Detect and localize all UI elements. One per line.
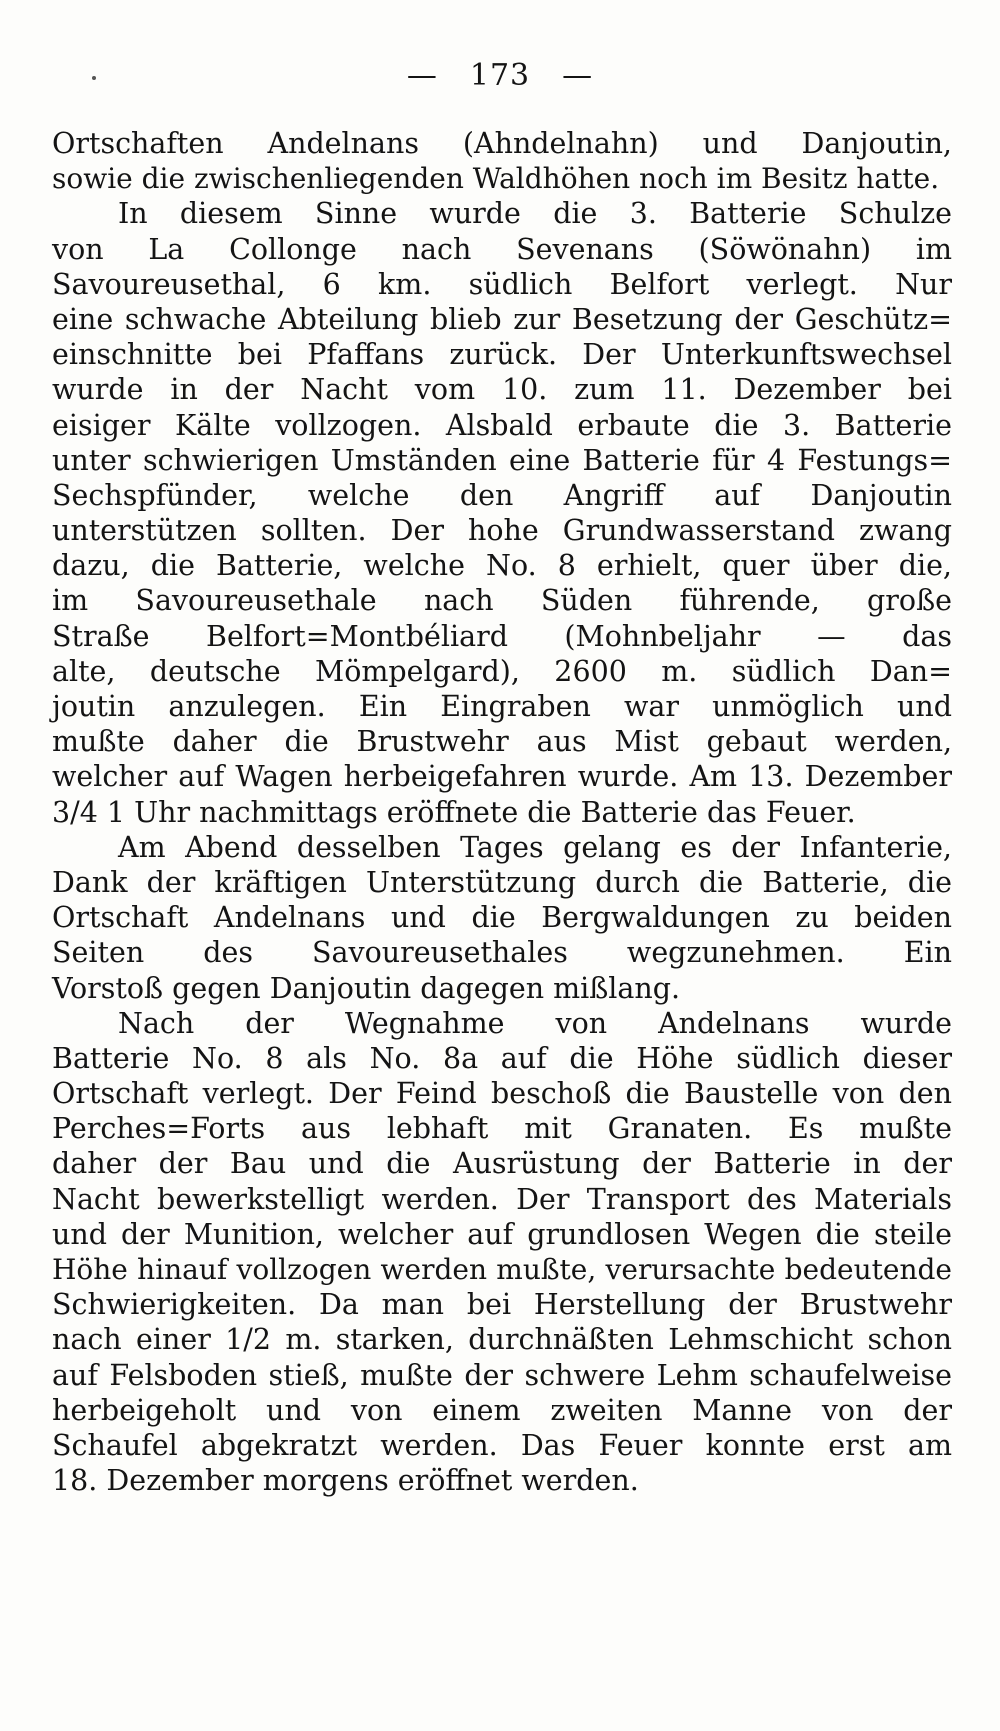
text-line: Sechspfünder, welche den Angriff auf Danjoutin <box>52 478 952 512</box>
text-line: Ortschaft verlegt. Der Feind beschoß die Baustelle von den <box>52 1077 952 1111</box>
text-line: eisiger Kälte vollzogen. Alsbald erbaute die 3. Batterie <box>52 408 952 442</box>
text-line: Vorstoß gegen Danjoutin dagegen mißlang. <box>52 971 681 1005</box>
text-line: wurde in der Nacht vom 10. zum 11. Dezember bei <box>52 373 952 407</box>
text-line: Schaufel abgekratzt werden. Das Feuer konnte erst am <box>52 1428 952 1462</box>
text-line: Straße Belfort=Montbéliard (Mohnbeljahr — das <box>52 619 952 653</box>
text-line: Am Abend desselben Tages gelang es der Infanterie, <box>118 830 952 864</box>
text-line: Nach der Wegnahme von Andelnans wurde <box>118 1006 952 1040</box>
text-line: Perches=Forts aus lebhaft mit Granaten. Es mußte <box>52 1112 952 1146</box>
text-line: dazu, die Batterie, welche No. 8 erhielt, quer über die, <box>52 549 952 583</box>
text-line: Ortschaften Andelnans (Ahndelnahn) und Danjoutin, <box>52 127 952 160</box>
text-line: unter schwierigen Umständen eine Batterie für 4 Festungs= <box>52 443 952 477</box>
text-line: Ortschaft Andelnans und die Bergwaldungen zu beiden <box>52 901 952 935</box>
text-line: auf Felsboden stieß, mußte der schwere Lehm schaufelweise <box>52 1358 952 1392</box>
text-line: herbeigeholt und von einem zweiten Manne von der <box>52 1393 952 1427</box>
text-line: Seiten des Savoureusethales wegzunehmen. Ein <box>52 936 952 970</box>
text-line: einschnitte bei Pfaffans zurück. Der Unterkunftswechsel <box>52 338 952 372</box>
text-line: Batterie No. 8 als No. 8a auf die Höhe südlich dieser <box>52 1041 952 1075</box>
text-line: eine schwache Abteilung blieb zur Besetzung der Geschütz= <box>52 302 952 336</box>
text-line: 3/4 1 Uhr nachmittags eröffnete die Batterie das Feuer. <box>52 795 856 829</box>
text-line: im Savoureusethale nach Süden führende, große <box>52 584 952 618</box>
text-line: welcher auf Wagen herbeigefahren wurde. Am 13. Dezember <box>52 760 952 794</box>
text-line: 18. Dezember morgens eröffnet werden. <box>52 1464 639 1498</box>
page-number: 173 <box>469 58 531 93</box>
text-line: von La Collonge nach Sevenans (Söwönahn) im <box>52 232 952 266</box>
text-line: und der Munition, welcher auf grundlosen Wegen die steile <box>52 1217 952 1251</box>
text-line: Höhe hinauf vollzogen werden mußte, verursachte bedeutende <box>52 1253 952 1286</box>
text-line: Dank der kräftigen Unterstützung durch die Batterie, die <box>52 865 952 899</box>
text-line: daher der Bau und die Ausrüstung der Batterie in der <box>52 1147 952 1181</box>
text-line: alte, deutsche Mömpelgard), 2600 m. südlich Dan= <box>52 654 952 688</box>
body-text <box>52 126 952 1498</box>
header-dash-left: — <box>406 58 438 93</box>
text-line: Schwierigkeiten. Da man bei Herstellung der Brustwehr <box>52 1288 952 1322</box>
text-line: joutin anzulegen. Ein Eingraben war unmöglich und <box>52 690 952 723</box>
text-line: mußte daher die Brustwehr aus Mist gebaut werden, <box>52 725 952 759</box>
text-line: Nacht bewerkstelligt werden. Der Transport des Materials <box>52 1182 952 1216</box>
text-line: sowie die zwischenliegenden Waldhöhen noch im Besitz hatte. <box>52 162 940 196</box>
text-line: In diesem Sinne wurde die 3. Batterie Schulze <box>118 197 952 231</box>
text-line: nach einer 1/2 m. starken, durchnäßten Lehmschicht schon <box>52 1323 952 1357</box>
text-line: Savoureusethal, 6 km. südlich Belfort verlegt. Nur <box>52 267 952 301</box>
header-dash-right: — <box>562 58 594 93</box>
page-header <box>0 58 1000 93</box>
text-line: unterstützen sollten. Der hohe Grundwasserstand zwang <box>52 514 952 548</box>
